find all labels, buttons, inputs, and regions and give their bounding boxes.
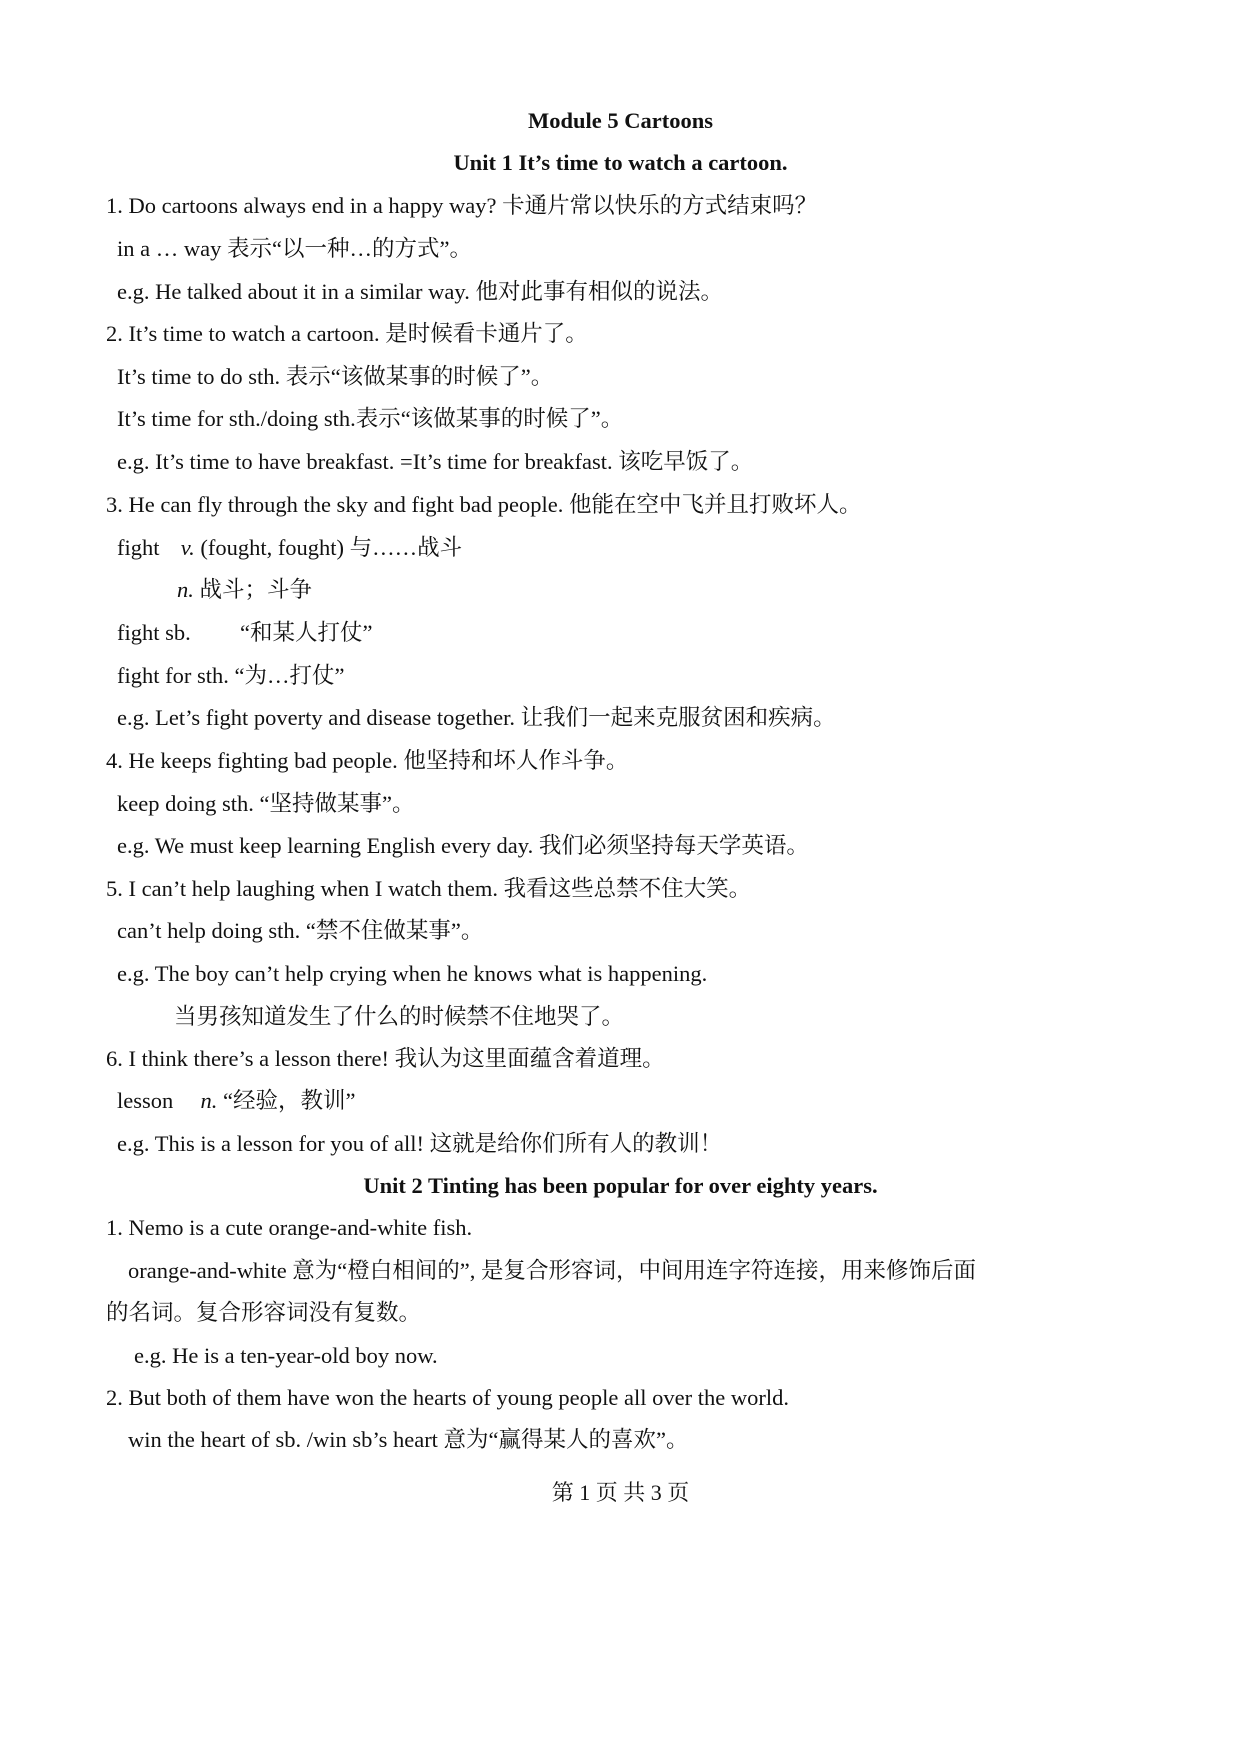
unit1-item6-example: e.g. This is a lesson for you of all! 这就是给你们所有人的教训！ — [117, 1131, 723, 1156]
unit1-item1-note: in a … way 表示“以一种…的方式”。 — [117, 236, 472, 261]
unit1-item1-example: e.g. He talked about it in a similar way. 他对此事有相似的说法。 — [117, 279, 723, 304]
unit1-item3-example: e.g. Let’s fight poverty and disease together. 让我们一起来克服贫困和疾病。 — [117, 705, 836, 730]
unit1-title: Unit 1 It’s time to watch a cartoon. — [453, 150, 788, 175]
unit1-item6-sentence: 6. I think there’s a lesson there! 我认为这里面蕴含着道理。 — [106, 1046, 665, 1071]
pos-noun: n. — [200, 1088, 218, 1113]
unit1-item5-sentence: 5. I can’t help laughing when I watch them. 我看这些总禁不住大笑。 — [106, 876, 752, 901]
unit2-item1-note-line1: orange-and-white 意为“橙白相间的”, 是复合形容词，中间用连字符连接，用来修饰后面 — [128, 1258, 977, 1283]
unit1-item4-sentence: 4. He keeps fighting bad people. 他坚持和坏人作斗争。 — [106, 748, 629, 773]
word-lesson: lesson — [117, 1088, 174, 1113]
unit1-item4-example: e.g. We must keep learning English every day. 我们必须坚持每天学英语。 — [117, 833, 809, 858]
unit1-item2-note1: It’s time to do sth. 表示“该做某事的时候了”。 — [117, 364, 554, 389]
pos-noun: n. — [177, 577, 194, 602]
noun-definition: 战斗；斗争 — [199, 577, 313, 602]
unit1-item3-noun-def — [177, 575, 312, 605]
pos-verb: v. — [180, 535, 195, 560]
unit1-item3-verb-def — [117, 533, 462, 563]
unit2-item1-example: e.g. He is a ten-year-old boy now. — [134, 1343, 438, 1368]
lesson-definition: “经验，教训” — [223, 1088, 356, 1113]
unit1-item2-note2: It’s time for sth./doing sth.表示“该做某事的时候了”。 — [117, 406, 624, 431]
unit1-item1-sentence: 1. Do cartoons always end in a happy way? 卡通片常以快乐的方式结束吗？ — [106, 193, 818, 218]
module-title: Module 5 Cartoons — [528, 108, 713, 133]
unit2-item1-sentence: 1. Nemo is a cute orange-and-white fish. — [106, 1215, 473, 1240]
unit1-item3-phrase1: fight sb. — [117, 620, 191, 645]
unit2-item1-note-line2: 的名词。复合形容词没有复数。 — [106, 1300, 422, 1325]
unit1-item6-def — [117, 1086, 355, 1116]
page-footer: 第 1 页 共 3 页 — [551, 1480, 690, 1505]
unit1-item2-sentence: 2. It’s time to watch a cartoon. 是时候看卡通片了。 — [106, 321, 588, 346]
unit2-item2-note: win the heart of sb. /win sb’s heart 意为“赢得某人的喜欢”。 — [128, 1427, 689, 1452]
unit1-item4-note: keep doing sth. “坚持做某事”。 — [117, 791, 415, 816]
word-fight: fight — [117, 535, 160, 560]
unit1-item5-note: can’t help doing sth. “禁不住做某事”。 — [117, 918, 484, 943]
unit2-item2-sentence: 2. But both of them have won the hearts of young people all over the world. — [106, 1385, 789, 1410]
unit1-item3-sentence: 3. He can fly through the sky and fight bad people. 他能在空中飞并且打败坏人。 — [106, 492, 862, 517]
unit1-item2-example: e.g. It’s time to have breakfast. =It’s time for breakfast. 该吃早饭了。 — [117, 449, 754, 474]
unit1-item5-example: e.g. The boy can’t help crying when he knows what is happening. — [117, 961, 708, 986]
verb-definition: (fought, fought) 与……战斗 — [200, 535, 463, 560]
unit2-title: Unit 2 Tinting has been popular for over eighty years. — [363, 1173, 878, 1198]
unit1-item5-example-translation: 当男孩知道发生了什么的时候禁不住地哭了。 — [174, 1004, 625, 1029]
unit1-item3-phrase1-def: “和某人打仗” — [240, 620, 373, 645]
unit1-item3-phrase2: fight for sth. “为…打仗” — [117, 663, 345, 688]
